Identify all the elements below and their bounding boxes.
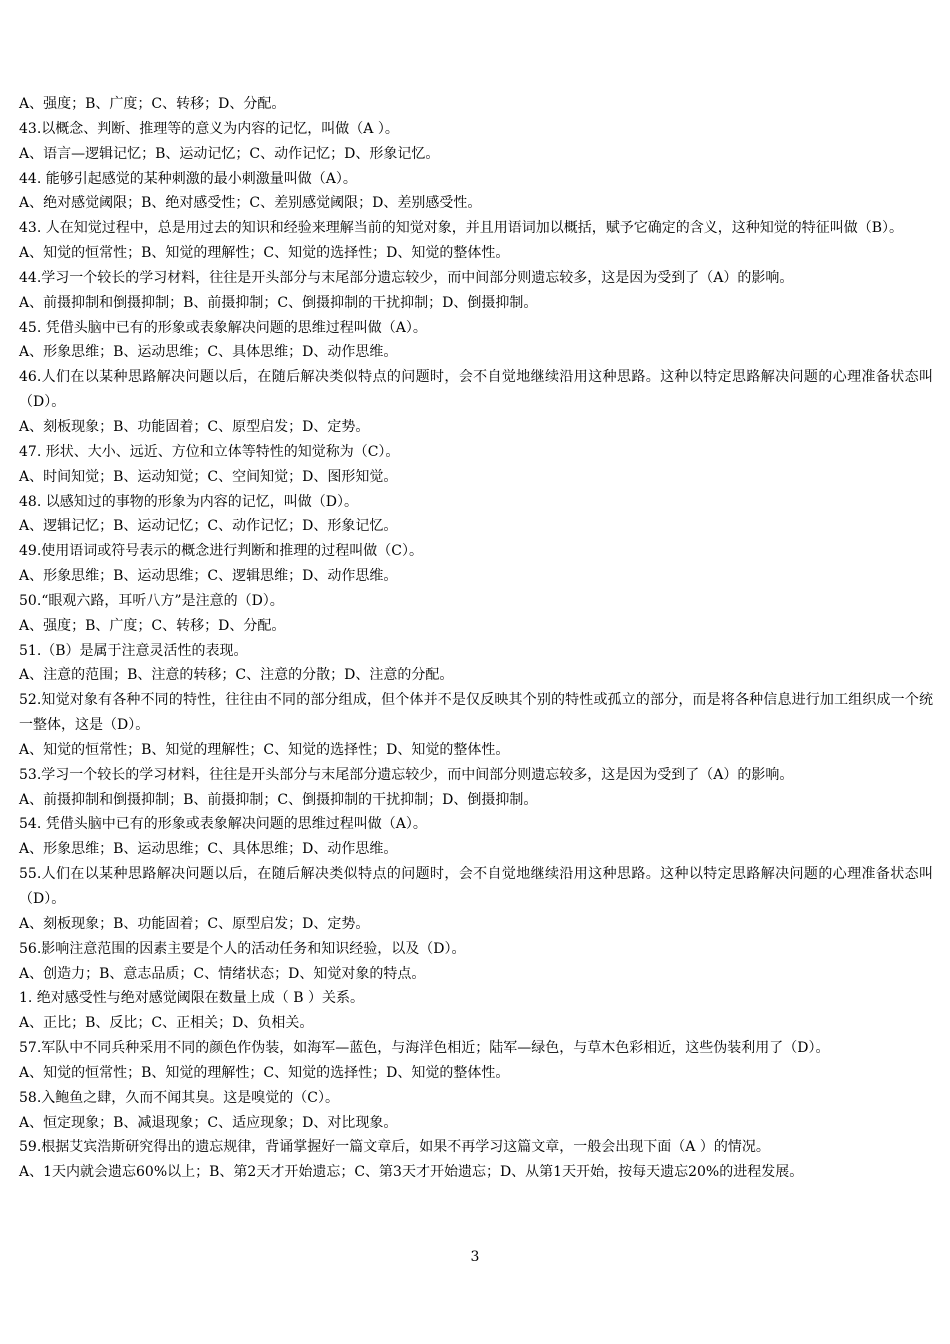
question-line: 44.学习一个较长的学习材料，往往是开头部分与末尾部分遗忘较少，而中间部分则遗忘较多，这是因为受到了（A）的影响。: [19, 269, 794, 286]
answer-options-line: A、前摄抑制和倒摄抑制；B、前摄抑制；C、倒摄抑制的干扰抑制；D、倒摄抑制。: [19, 294, 538, 311]
question-line: 1. 绝对感受性与绝对感觉阈限在数量上成（ B ）关系。: [19, 990, 364, 1007]
answer-options-line: A、逻辑记忆；B、运动记忆；C、动作记忆；D、形象记忆。: [19, 518, 398, 535]
answer-options-line: A、恒定现象；B、减退现象；C、适应现象；D、对比现象。: [19, 1114, 398, 1131]
question-line: 51.（B）是属于注意灵活性的表现。: [19, 642, 248, 659]
question-line: 43. 人在知觉过程中，总是用过去的知识和经验来理解当前的知觉对象，并且用语词加以概括，赋予它确定的含义，这种知觉的特征叫做（B）。: [19, 220, 903, 237]
question-line: 57.军队中不同兵种采用不同的颜色作伪装，如海军—蓝色，与海洋色相近；陆军—绿色，与草木色彩相近，这些伪装利用了（D）。: [19, 1040, 830, 1057]
answer-options-line: A、1天内就会遗忘60%以上；B、第2天才开始遗忘；C、第3天才开始遗忘；D、从第1天开始，按每天遗忘20%的进程发展。: [19, 1164, 804, 1181]
answer-options-line: A、注意的范围；B、注意的转移；C、注意的分散；D、注意的分配。: [19, 667, 454, 684]
question-line: 58.入鲍鱼之肆，久而不闻其臭。这是嗅觉的（C）。: [19, 1089, 339, 1106]
answer-options-line: A、知觉的恒常性；B、知觉的理解性；C、知觉的选择性；D、知觉的整体性。: [19, 245, 510, 262]
question-line: 48. 以感知过的事物的形象为内容的记忆，叫做（D）。: [19, 493, 358, 510]
question-line: 47. 形状、大小、远近、方位和立体等特性的知觉称为（C）。: [19, 443, 400, 460]
answer-options-line: A、刻板现象；B、功能固着；C、原型启发；D、定势。: [19, 418, 370, 435]
answer-options-line: A、时间知觉；B、运动知觉；C、空间知觉；D、图形知觉。: [19, 468, 398, 485]
question-line: 53.学习一个较长的学习材料，往往是开头部分与末尾部分遗忘较少，而中间部分则遗忘较多，这是因为受到了（A）的影响。: [19, 766, 794, 783]
answer-options-line: A、正比；B、反比；C、正相关；D、负相关。: [19, 1015, 314, 1032]
answer-options-line: A、知觉的恒常性；B、知觉的理解性；C、知觉的选择性；D、知觉的整体性。: [19, 1064, 510, 1081]
question-line: 49.使用语词或符号表示的概念进行判断和推理的过程叫做（C）。: [19, 543, 423, 560]
question-line: 55.人们在以某种思路解决问题以后，在随后解决类似特点的问题时，会不自觉地继续沿用这种思路。这种以特定思路解决问题的心理准备状态叫（D）。: [19, 866, 933, 907]
answer-options-line: A、强度；B、广度；C、转移；D、分配。: [19, 617, 286, 634]
question-line: 54. 凭借头脑中已有的形象或表象解决问题的思维过程叫做（A）。: [19, 816, 427, 833]
question-line: 43.以概念、判断、推理等的意义为内容的记忆，叫做（A ）。: [19, 120, 399, 137]
answer-options-line: A、创造力；B、意志品质；C、情绪状态；D、知觉对象的特点。: [19, 965, 426, 982]
answer-options-line: A、形象思维；B、运动思维；C、逻辑思维；D、动作思维。: [19, 568, 398, 585]
answer-options-line: A、形象思维；B、运动思维；C、具体思维；D、动作思维。: [19, 344, 398, 361]
question-line: 52.知觉对象有各种不同的特性，往往由不同的部分组成，但个体并不是仅反映其个别的特性或孤立的部分，而是将各种信息进行加工组织成一个统一整体，这是（D）。: [19, 692, 933, 734]
answer-options-line: A、刻板现象；B、功能固着；C、原型启发；D、定势。: [19, 915, 370, 932]
answer-options-line: A、前摄抑制和倒摄抑制；B、前摄抑制；C、倒摄抑制的干扰抑制；D、倒摄抑制。: [19, 791, 538, 808]
document-body: [19, 92, 933, 1185]
answer-options-line: A、知觉的恒常性；B、知觉的理解性；C、知觉的选择性；D、知觉的整体性。: [19, 741, 510, 758]
question-line: 59.根据艾宾浩斯研究得出的遗忘规律，背诵掌握好一篇文章后，如果不再学习这篇文章，一般会出现下面（A ）的情况。: [19, 1139, 770, 1156]
answer-options-line: A、形象思维；B、运动思维；C、具体思维；D、动作思维。: [19, 841, 398, 858]
question-line: 44. 能够引起感觉的某种刺激的最小刺激量叫做（A）。: [19, 170, 357, 187]
answer-options-line: A、语言—逻辑记忆；B、运动记忆；C、动作记忆；D、形象记忆。: [19, 145, 440, 162]
question-line: 56.影响注意范围的因素主要是个人的活动任务和知识经验，以及（D）。: [19, 940, 466, 957]
question-line: 50.“眼观六路，耳听八方”是注意的（D）。: [19, 592, 284, 609]
question-line: 45. 凭借头脑中已有的形象或表象解决问题的思维过程叫做（A）。: [19, 319, 427, 336]
page-number: 3: [470, 1249, 480, 1265]
answer-options-line: A、绝对感觉阈限；B、绝对感受性；C、差别感觉阈限；D、差别感受性。: [19, 195, 482, 212]
question-line: 46.人们在以某种思路解决问题以后，在随后解决类似特点的问题时，会不自觉地继续沿用这种思路。这种以特定思路解决问题的心理准备状态叫（D）。: [19, 369, 933, 411]
answer-options-line: A、强度；B、广度；C、转移；D、分配。: [19, 96, 286, 112]
